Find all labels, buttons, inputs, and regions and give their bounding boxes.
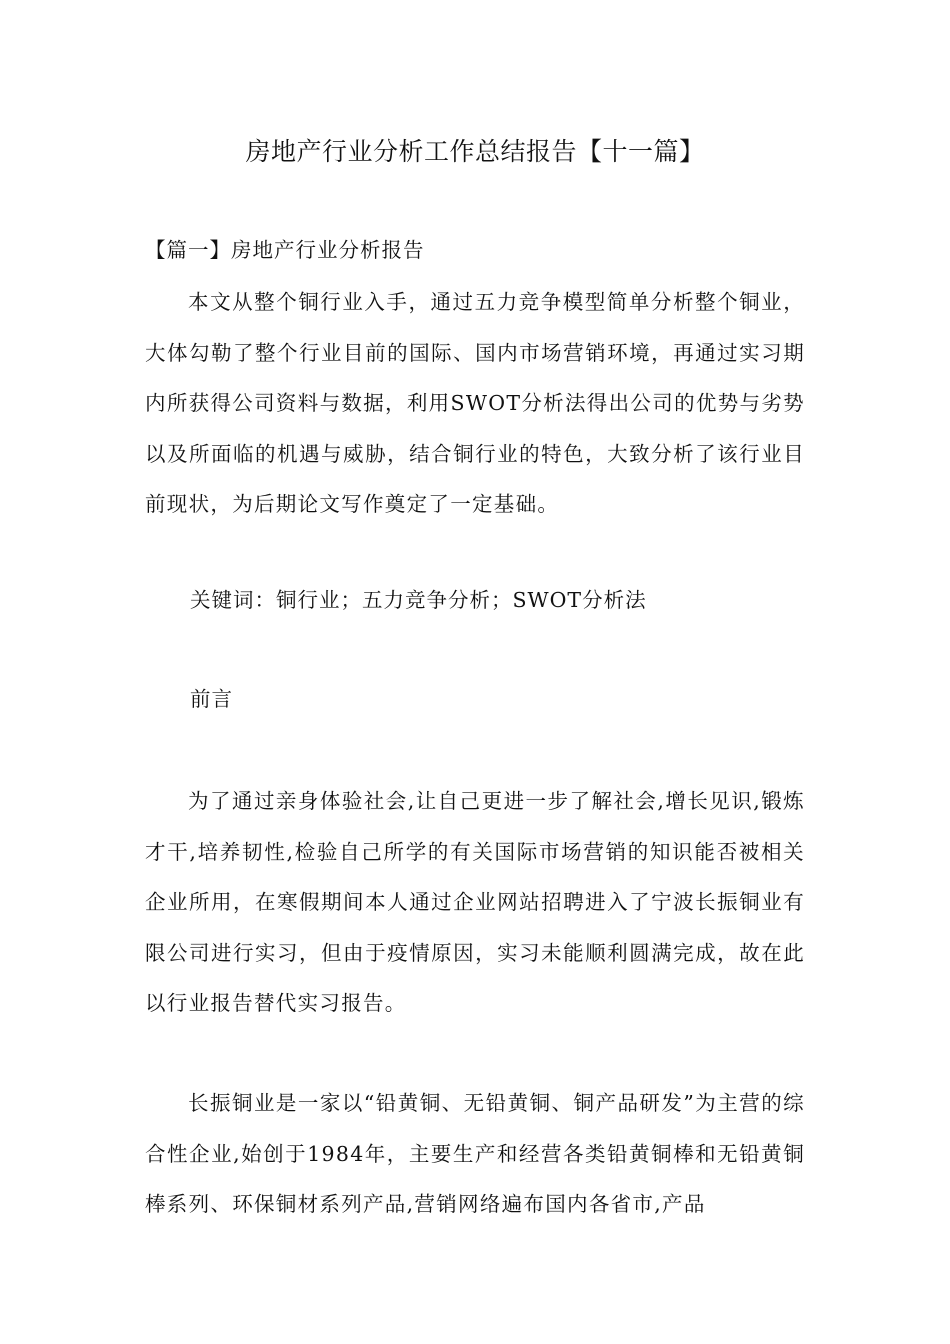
keywords-line: 关键词：铜行业；五力竞争分析；SWOT分析法 — [190, 588, 647, 612]
document-title: 房地产行业分析工作总结报告【十一篇】 — [245, 137, 705, 166]
intro-paragraph: 为了通过亲身体验社会,让自己更进一步了解社会,增长见识,锻炼才干,培养韧性,检验自己所学的有关国际市场营销的知识能否被相关企业所用，在寒假期间本人通过企业网站招聘进入了宁波长振铜业有限公司进行实习，但由于疫情原因，实习未能顺利圆满完成，故在此以行业报告替代实习报告。 — [145, 789, 805, 1015]
foreword-heading: 前言 — [190, 687, 233, 711]
abstract-paragraph: 本文从整个铜行业入手，通过五力竞争模型简单分析整个铜业，大体勾勒了整个行业目前的国际、国内市场营销环境，再通过实习期内所获得公司资料与数据，利用SWOT分析法得出公司的优势与劣势以及所面临的机遇与威胁，结合铜行业的特色，大致分析了该行业目前现状，为后期论文写作奠定了一定基础。 — [145, 290, 805, 516]
section-heading: 【篇一】房地产行业分析报告 — [145, 238, 425, 262]
company-paragraph: 长振铜业是一家以“铅黄铜、无铅黄铜、铜产品研发”为主营的综合性企业,始创于1984年，主要生产和经营各类铅黄铜棒和无铅黄铜棒系列、环保铜材系列产品,营销网络遍布国内各省市,产品 — [145, 1091, 805, 1216]
